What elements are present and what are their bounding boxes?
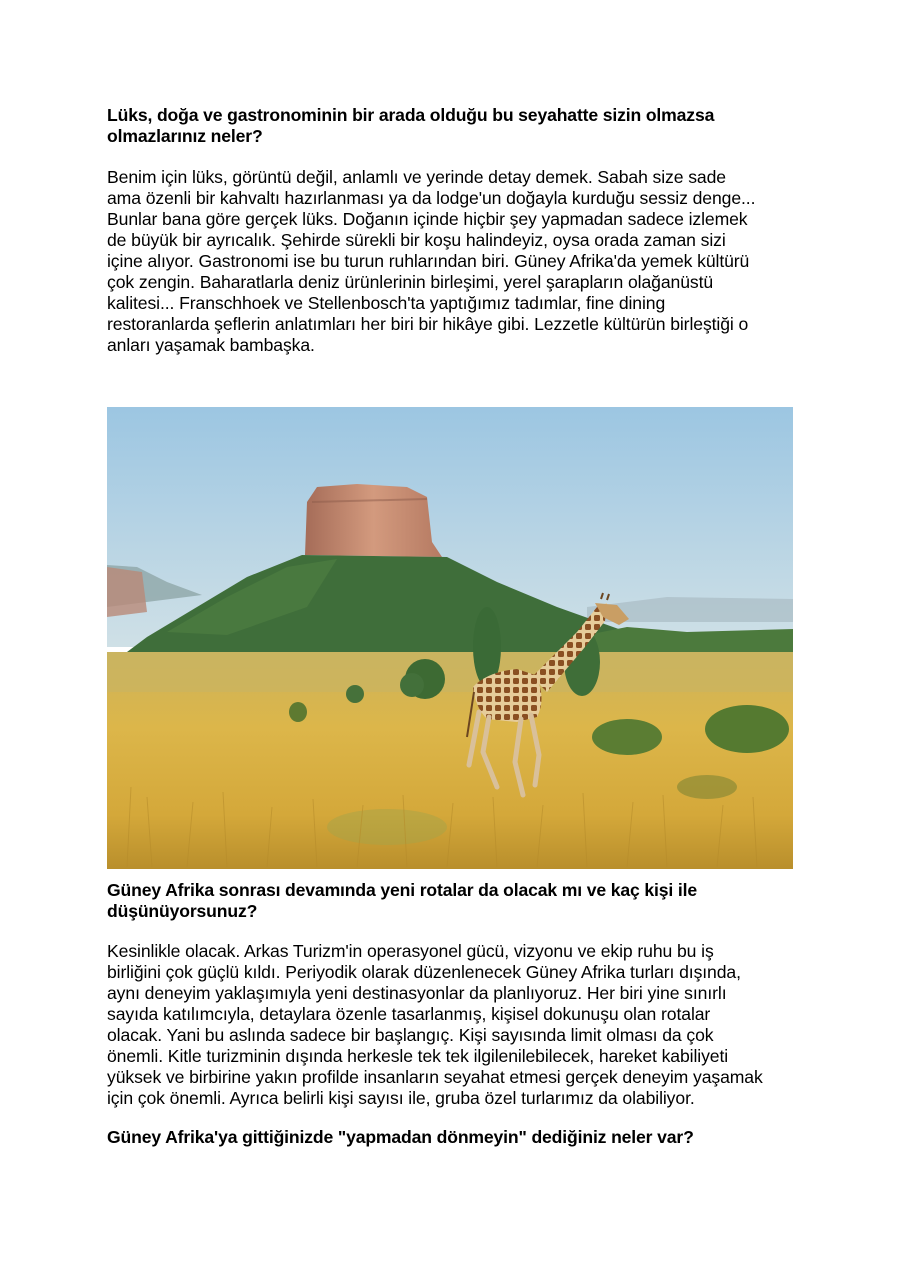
paragraph-line: anları yaşamak bambaşka.: [107, 335, 315, 355]
question-heading-1: [107, 105, 714, 147]
paragraph-line: ama özenli bir kahvaltı hazırlanması ya da lodge'un doğayla kurduğu sessiz denge...: [107, 188, 756, 208]
paragraph-line: Benim için lüks, görüntü değil, anlamlı ve yerinde detay demek. Sabah size sade: [107, 167, 726, 187]
paragraph-line: birliğini çok güçlü kıldı. Periyodik olarak düzenlenecek Güney Afrika turları dışında,: [107, 962, 741, 982]
paragraph-line: Bunlar bana göre gerçek lüks. Doğanın içinde hiçbir şey yapmadan sadece izlemek: [107, 209, 748, 229]
paragraph-line: sayıda katılımcıyla, detaylara özenle tasarlanmış, kişisel dokunuşu olan rotalar: [107, 1004, 711, 1024]
paragraph-line: restoranlarda şeflerin anlatımları her biri bir hikâye gibi. Lezzetle kültürün birleştiği o: [107, 314, 749, 334]
heading-line: düşünüyorsunuz?: [107, 901, 258, 921]
question-heading-2: [107, 880, 697, 922]
paragraph-line: kalitesi... Franschhoek ve Stellenbosch'ta yaptığımız tadımlar, fine dining: [107, 293, 666, 313]
paragraph-line: içine alıyor. Gastronomi ise bu turun ruhlarından biri. Güney Afrika'da yemek kültürü: [107, 251, 750, 271]
paragraph-line: de büyük bir ayrıcalık. Şehirde sürekli bir koşu halindeyiz, oysa orada zaman sizi: [107, 230, 726, 250]
question-heading-3: [107, 1127, 694, 1148]
paragraph-line: olacak. Yani bu aslında sadece bir başlangıç. Kişi sayısında limit olması da çok: [107, 1025, 714, 1045]
heading-line: Lüks, doğa ve gastronominin bir arada olduğu bu seyahatte sizin olmazsa: [107, 105, 715, 125]
heading-line: Güney Afrika sonrası devamında yeni rotalar da olacak mı ve kaç kişi ile: [107, 880, 697, 900]
paragraph-line: yüksek ve birbirine yakın profilde insanların seyahat etmesi gerçek deneyim yaşamak: [107, 1067, 763, 1087]
answer-paragraph-1: [107, 167, 755, 356]
heading-line: olmazlarınız neler?: [107, 126, 263, 146]
paragraph-line: çok zengin. Baharatlarla deniz ürünlerinin birleşimi, yerel şarapların olağanüstü: [107, 272, 714, 292]
paragraph-line: önemli. Kitle turizminin dışında herkesle tek tek ilgilenilebilecek, hareket kabiliyeti: [107, 1046, 729, 1066]
heading-line: Güney Afrika'ya gittiğinizde "yapmadan dönmeyin" dediğiniz neler var?: [107, 1127, 694, 1147]
savanna-giraffe-photo: [107, 407, 793, 869]
photo-illustration: [107, 407, 793, 869]
answer-paragraph-2: [107, 941, 763, 1109]
paragraph-line: Kesinlikle olacak. Arkas Turizm'in operasyonel gücü, vizyonu ve ekip ruhu bu iş: [107, 941, 714, 961]
paragraph-line: için çok önemli. Ayrıca belirli kişi sayısı ile, gruba özel turlarımız da olabiliyor.: [107, 1088, 695, 1108]
paragraph-line: aynı deneyim yaklaşımıyla yeni destinasyonlar da planlıyoruz. Her biri yine sınırlı: [107, 983, 727, 1003]
